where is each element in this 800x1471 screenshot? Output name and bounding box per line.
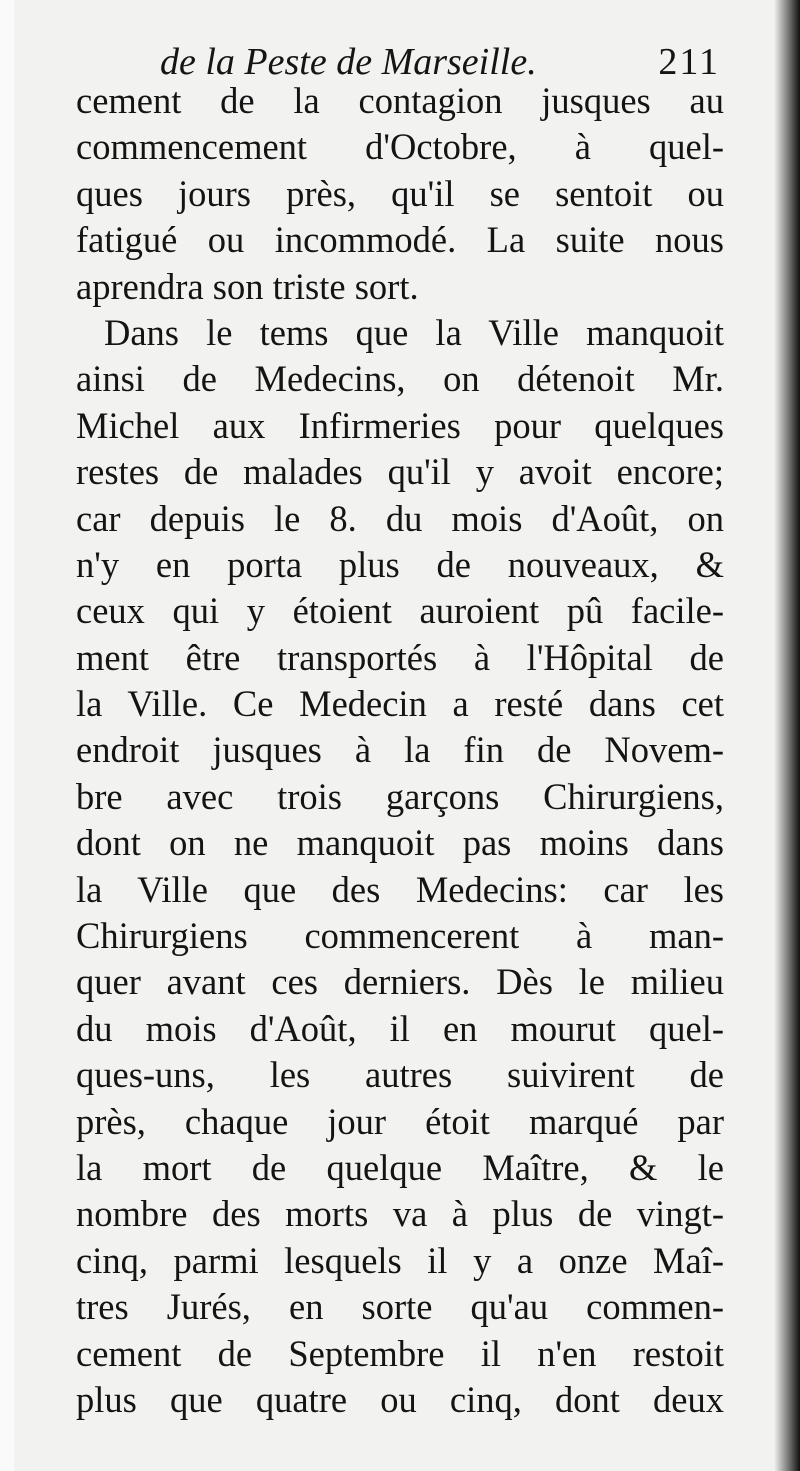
text-line: endroit jusques à la fin de Novem- xyxy=(76,729,724,771)
scan-left-margin xyxy=(0,0,14,1471)
text-line: cinq, parmi lesquels il y a onze Maî- xyxy=(76,1239,724,1281)
text-line: ment être transportés à l'Hôpital de xyxy=(76,636,724,678)
text-line: commencement d'Octobre, à quel- xyxy=(76,126,724,168)
book-page xyxy=(14,0,800,1471)
text-line: aprendra son triste sort. xyxy=(76,265,419,307)
text-line: plus que quatre ou cinq, dont deux xyxy=(76,1378,724,1420)
text-line: nombre des morts va à plus de vingt- xyxy=(76,1193,724,1235)
text-line: du mois d'Août, il en mourut quel- xyxy=(76,1007,724,1049)
text-line: Dans le tems que la Ville manquoit xyxy=(104,311,724,353)
text-line: dont on ne manquoit pas moins dans xyxy=(76,822,724,864)
text-line: la Ville. Ce Medecin a resté dans cet xyxy=(76,683,724,725)
text-line: restes de malades qu'il y avoit encore; xyxy=(76,451,724,493)
text-line: Michel aux Infirmeries pour quelques xyxy=(76,404,724,446)
running-title: de la Peste de Marseille. xyxy=(160,41,537,83)
text-line: quer avant ces derniers. Dès le milieu xyxy=(76,961,724,1003)
page-number: 211 xyxy=(658,41,720,83)
text-line: ques-uns, les autres suivirent de xyxy=(76,1054,724,1096)
text-line: cement de la contagion jusques au xyxy=(76,80,724,121)
text-line: près, chaque jour étoit marqué par xyxy=(76,1100,724,1142)
text-line: la Ville que des Medecins: car les xyxy=(76,868,724,910)
text-line: fatigué ou incommodé. La suite nous xyxy=(76,219,724,261)
text-line: ceux qui y étoient auroient pû facile- xyxy=(76,590,724,632)
text-line: Chirurgiens commencerent à man- xyxy=(76,915,724,957)
text-line: n'y en porta plus de nouveaux, & xyxy=(76,543,724,585)
text-line: tres Jurés, en sorte qu'au commen- xyxy=(76,1286,724,1328)
text-line: cement de Septembre il n'en restoit xyxy=(76,1332,724,1374)
text-line: car depuis le 8. du mois d'Août, on xyxy=(76,497,724,539)
text-line: ainsi de Medecins, on détenoit Mr. xyxy=(76,358,724,400)
text-line: la mort de quelque Maître, & le xyxy=(76,1146,724,1188)
text-line: bre avec trois garçons Chirurgiens, xyxy=(76,775,724,817)
text-line: ques jours près, qu'il se sentoit ou xyxy=(76,172,724,214)
body-text xyxy=(76,78,724,1423)
